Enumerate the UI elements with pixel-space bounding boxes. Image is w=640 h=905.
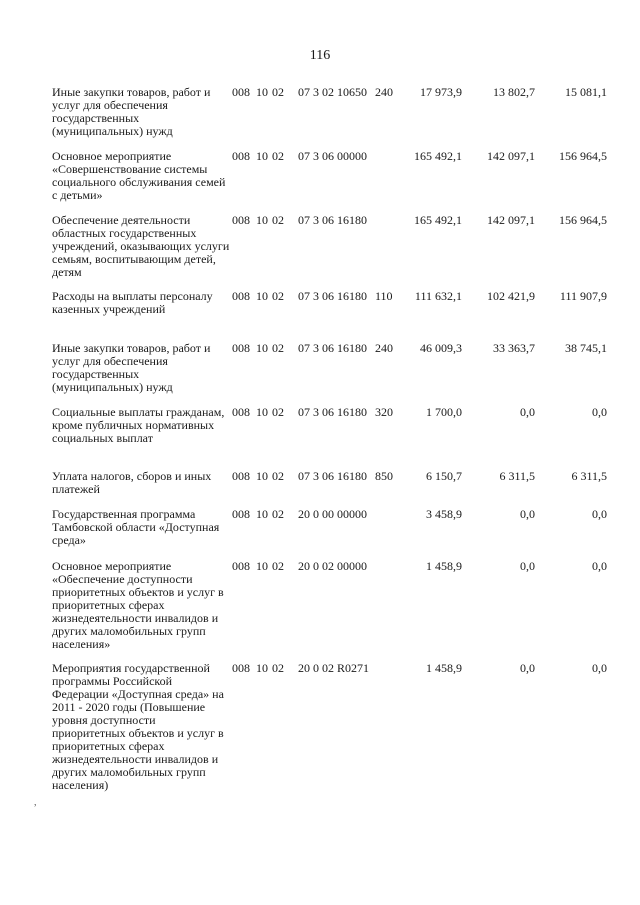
cell-name: Расходы на выплаты персоналу казенных учреждений: [52, 289, 213, 316]
cell-name: Мероприятия государственной программы Российской Федерации «Доступная среда» на 2011 - 2020 годы (Повышение уровня доступности приоритетных объектов и услуг в приоритетных сферах жизнедеятельности инвалидов и других маломобильных групп населения): [52, 661, 224, 792]
cell-v3: 0,0: [592, 559, 607, 573]
cell-subsection: 02: [272, 507, 284, 521]
cell-section: 10: [256, 469, 268, 483]
cell-v2: 0,0: [520, 507, 535, 521]
cell-v1: 165 492,1: [414, 149, 462, 163]
cell-ministry: 008: [232, 559, 250, 573]
cell-ministry: 008: [232, 341, 250, 355]
cell-v1: 3 458,9: [426, 507, 462, 521]
cell-name: Обеспечение деятельности областных государственных учреждений, оказывающих услуги семьям, воспитывающим детей, детям: [52, 213, 230, 279]
cell-csr: 07 3 06 16180: [298, 289, 367, 303]
cell-ministry: 008: [232, 213, 250, 227]
cell-section: 10: [256, 149, 268, 163]
cell-csr: 07 3 06 16180: [298, 469, 367, 483]
cell-v2: 102 421,9: [487, 289, 535, 303]
cell-csr: 20 0 02 00000: [298, 559, 367, 573]
cell-subsection: 02: [272, 469, 284, 483]
cell-v1: 1 458,9: [426, 661, 462, 675]
cell-ministry: 008: [232, 149, 250, 163]
cell-v3: 156 964,5: [559, 213, 607, 227]
cell-name: Уплата налогов, сборов и иных платежей: [52, 469, 212, 496]
cell-ministry: 008: [232, 405, 250, 419]
cell-section: 10: [256, 213, 268, 227]
cell-subsection: 02: [272, 341, 284, 355]
cell-v1: 17 973,9: [420, 85, 462, 99]
cell-v1: 1 700,0: [426, 405, 462, 419]
table-row: [0, 470, 640, 508]
table-row: [0, 86, 640, 150]
cell-v3: 0,0: [592, 661, 607, 675]
table-row: [0, 150, 640, 214]
table-row: [0, 406, 640, 470]
table-row: [0, 560, 640, 662]
cell-subsection: 02: [272, 661, 284, 675]
budget-table: [0, 86, 640, 832]
cell-name: Иные закупки товаров, работ и услуг для обеспечения государственных (муниципальных) нужд: [52, 341, 211, 394]
cell-csr: 07 3 06 00000: [298, 149, 367, 163]
cell-csr: 07 3 06 16180: [298, 405, 367, 419]
cell-v3: 15 081,1: [565, 85, 607, 99]
cell-v1: 1 458,9: [426, 559, 462, 573]
cell-v2: 142 097,1: [487, 149, 535, 163]
cell-v3: 38 745,1: [565, 341, 607, 355]
table-row: [0, 290, 640, 342]
cell-csr: 07 3 06 16180: [298, 341, 367, 355]
cell-subsection: 02: [272, 405, 284, 419]
cell-subsection: 02: [272, 85, 284, 99]
cell-v3: 156 964,5: [559, 149, 607, 163]
cell-section: 10: [256, 289, 268, 303]
cell-vr: 240: [375, 85, 393, 99]
cell-v2: 13 802,7: [493, 85, 535, 99]
cell-v2: 0,0: [520, 661, 535, 675]
cell-v1: 165 492,1: [414, 213, 462, 227]
cell-v3: 0,0: [592, 405, 607, 419]
cell-v2: 142 097,1: [487, 213, 535, 227]
cell-name: Социальные выплаты гражданам, кроме публичных нормативных социальных выплат: [52, 405, 225, 445]
table-row: [0, 662, 640, 832]
cell-section: 10: [256, 507, 268, 521]
cell-csr: 20 0 02 R0271: [298, 661, 370, 675]
cell-v3: 111 907,9: [559, 289, 607, 303]
cell-name: Государственная программа Тамбовской области «Доступная среда»: [52, 507, 220, 547]
cell-vr: 110: [375, 289, 393, 303]
cell-section: 10: [256, 559, 268, 573]
table-row: [0, 342, 640, 406]
cell-name: Иные закупки товаров, работ и услуг для обеспечения государственных (муниципальных) нужд: [52, 85, 211, 138]
cell-v1: 6 150,7: [426, 469, 462, 483]
cell-v1: 46 009,3: [420, 341, 462, 355]
cell-subsection: 02: [272, 149, 284, 163]
cell-subsection: 02: [272, 213, 284, 227]
cell-ministry: 008: [232, 85, 250, 99]
cell-ministry: 008: [232, 661, 250, 675]
cell-ministry: 008: [232, 507, 250, 521]
cell-csr: 07 3 02 10650: [298, 85, 367, 99]
cell-vr: 850: [375, 469, 393, 483]
cell-name: Основное мероприятие «Обеспечение доступности приоритетных объектов и услуг в приоритетных сферах жизнедеятельности инвалидов и других маломобильных групп населения»: [52, 559, 224, 651]
cell-subsection: 02: [272, 289, 284, 303]
cell-ministry: 008: [232, 289, 250, 303]
cell-section: 10: [256, 661, 268, 675]
cell-ministry: 008: [232, 469, 250, 483]
cell-section: 10: [256, 405, 268, 419]
cell-v2: 0,0: [520, 559, 535, 573]
margin-mark: ,: [34, 797, 37, 808]
table-row: [0, 214, 640, 290]
cell-csr: 20 0 00 00000: [298, 507, 367, 521]
cell-vr: 320: [375, 405, 393, 419]
table-row: [0, 508, 640, 560]
cell-section: 10: [256, 85, 268, 99]
cell-v2: 33 363,7: [493, 341, 535, 355]
cell-name: Основное мероприятие «Совершенствование системы социального обслуживания семей с детьми»: [52, 149, 226, 202]
cell-subsection: 02: [272, 559, 284, 573]
cell-v3: 6 311,5: [571, 469, 607, 483]
cell-csr: 07 3 06 16180: [298, 213, 367, 227]
cell-v3: 0,0: [592, 507, 607, 521]
page-number: 116: [309, 48, 331, 63]
cell-vr: 240: [375, 341, 393, 355]
cell-v1: 111 632,1: [414, 289, 462, 303]
cell-v2: 6 311,5: [499, 469, 535, 483]
cell-section: 10: [256, 341, 268, 355]
cell-v2: 0,0: [520, 405, 535, 419]
